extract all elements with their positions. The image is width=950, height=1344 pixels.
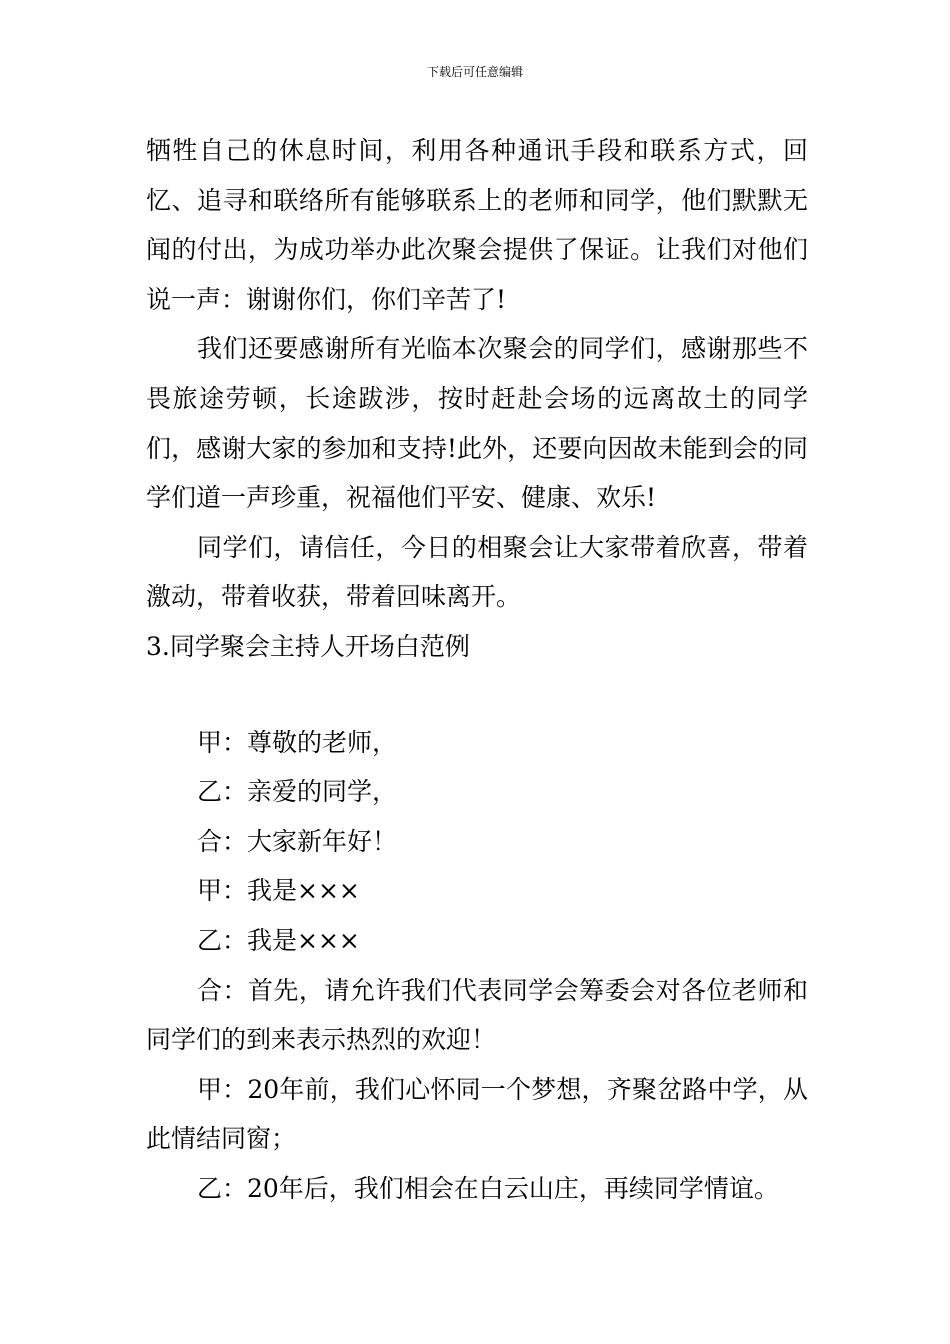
dialogue-line: 甲：20年前，我们心怀同一个梦想，齐聚岔路中学，从此情结同窗； — [146, 1074, 808, 1154]
dialogue-line: 乙：亲爱的同学， — [197, 777, 398, 807]
dialogue-line: 乙：我是××× — [197, 925, 360, 955]
dialogue-line: 合：大家新年好！ — [197, 826, 398, 856]
document-body — [146, 126, 808, 1213]
paragraph-closing-wish: 同学们，请信任，今日的相聚会让大家带着欣喜，带着激动，带着收获，带着回味离开。 — [146, 532, 808, 612]
section-spacer — [146, 672, 808, 718]
dialogue-line: 甲：尊敬的老师， — [197, 727, 398, 757]
dialogue-line: 合：首先，请允许我们代表同学会筹委会对各位老师和同学们的到来表示热烈的欢迎！ — [146, 975, 808, 1055]
paragraph-thanks-organizers: 牺牲自己的休息时间，利用各种通讯手段和联系方式，回忆、追寻和联络所有能够联系上的老师和同学，他们默默无闻的付出，为成功举办此次聚会提供了保证。让我们对他们说一声：谢谢你们，你们辛苦了! — [146, 136, 808, 314]
paragraph-thanks-attendees: 我们还要感谢所有光临本次聚会的同学们，感谢那些不畏旅途劳顿，长途跋涉，按时赶赴会场的远离故土的同学们，感谢大家的参加和支持!此外，还要向因故未能到会的同学们道一声珍重，祝福他们平安、健康、欢乐! — [146, 334, 808, 513]
page-header: 下载后可任意编辑 — [426, 65, 523, 79]
section-heading: 3.同学聚会主持人开场白范例 — [146, 631, 470, 661]
dialogue-line: 乙：20年后，我们相会在白云山庄，再续同学情谊。 — [197, 1173, 779, 1203]
dialogue-line: 甲：我是××× — [197, 876, 360, 906]
